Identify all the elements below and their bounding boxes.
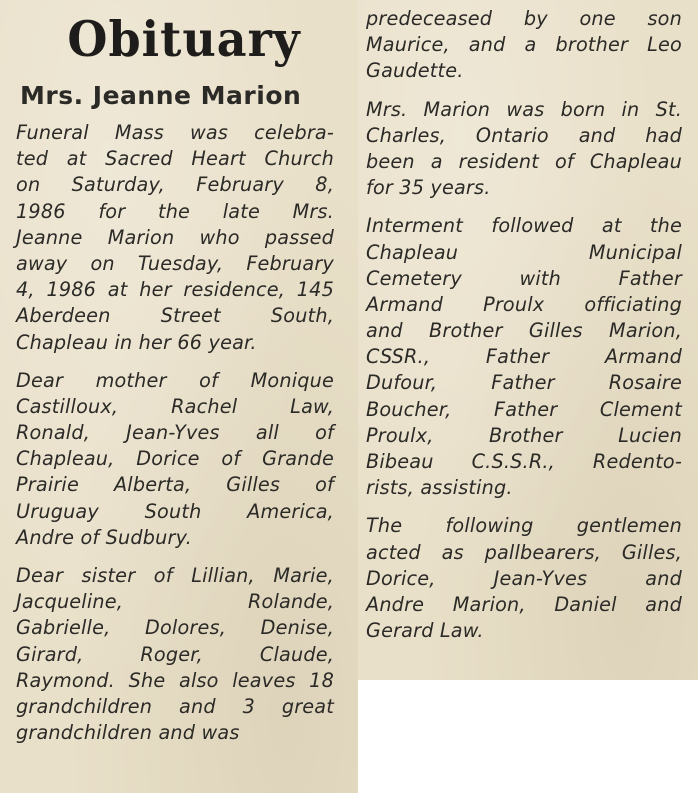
right-paragraphs: [366, 6, 682, 644]
paragraph: [16, 368, 334, 551]
text-line: Dear sister of Lillian, Marie,: [16, 564, 334, 587]
text-line: Interment followed at the: [366, 214, 682, 238]
text-line: Castilloux, Rachel Law,: [16, 394, 334, 418]
text-line: rists, assisting.: [366, 476, 513, 500]
text-line: Dear mother of Monique: [16, 368, 334, 392]
text-line: acted as pallbearers, Gilles,: [366, 540, 682, 564]
text-line: away on Tuesday, February: [16, 251, 334, 275]
text-line: on Saturday, February 8,: [16, 173, 334, 197]
text-line: Gaudette.: [366, 59, 464, 83]
text-line: been a resident of Chapleau: [366, 149, 682, 173]
text-line: Gabrielle, Dolores, Denise,: [16, 616, 334, 640]
text-line: Mrs. Marion was born in St.: [366, 97, 682, 121]
text-line: Girard, Roger, Claude,: [16, 642, 334, 666]
text-line: Chapleau, Dorice of Grande: [16, 447, 334, 471]
text-line: Jacqueline, Rolande,: [16, 590, 334, 614]
left-column: [16, 8, 334, 758]
text-line: CSSR., Father Armand: [366, 345, 682, 369]
text-line: grandchildren and 3 great: [16, 694, 334, 718]
paragraph: [366, 97, 682, 202]
obituary-masthead: Obituary: [67, 10, 301, 68]
text-line: Bibeau C.S.S.R., Redento-: [366, 450, 682, 473]
text-line: Cemetery with Father: [366, 266, 682, 290]
paragraph: [16, 563, 334, 746]
right-column: [366, 6, 682, 656]
text-line: Dufour, Father Rosaire: [366, 371, 682, 395]
text-line: The following gentlemen: [366, 514, 682, 538]
text-line: Jeanne Marion who passed: [16, 225, 334, 249]
text-line: 1986 for the late Mrs.: [16, 199, 334, 223]
text-line: 4, 1986 at her residence, 145: [16, 278, 334, 302]
left-paragraphs: [16, 120, 334, 746]
text-line: Funeral Mass was celebra-: [16, 121, 334, 144]
text-line: Armand Proulx officiating: [366, 292, 682, 316]
text-line: Maurice, and a brother Leo: [366, 33, 682, 57]
text-line: Charles, Ontario and had: [366, 123, 682, 147]
text-line: Andre Marion, Daniel and: [366, 592, 682, 616]
text-line: Aberdeen Street South,: [16, 304, 334, 328]
paragraph: [366, 213, 682, 501]
text-line: for 35 years.: [366, 176, 491, 200]
text-line: Gerard Law.: [366, 619, 484, 643]
text-line: and Brother Gilles Marion,: [366, 319, 682, 343]
text-line: Prairie Alberta, Gilles of: [16, 473, 334, 497]
text-line: grandchildren and was: [16, 721, 240, 745]
text-line: predeceased by one son: [366, 7, 682, 30]
text-line: Uruguay South America,: [16, 499, 334, 523]
text-line: Chapleau in her 66 year.: [16, 330, 257, 354]
text-line: Andre of Sudbury.: [16, 525, 192, 549]
paragraph: [366, 6, 682, 85]
text-line: Ronald, Jean-Yves all of: [16, 421, 334, 445]
text-line: Proulx, Brother Lucien: [366, 423, 682, 447]
text-line: Chapleau Municipal: [366, 240, 682, 264]
paragraph: [366, 513, 682, 644]
text-line: Boucher, Father Clement: [366, 397, 682, 421]
text-line: Raymond. She also leaves 18: [16, 668, 334, 692]
text-line: Dorice, Jean-Yves and: [366, 566, 682, 590]
text-line: ted at Sacred Heart Church: [16, 147, 334, 171]
headline-name: Mrs. Jeanne Marion: [20, 81, 302, 110]
paragraph: [16, 120, 334, 356]
